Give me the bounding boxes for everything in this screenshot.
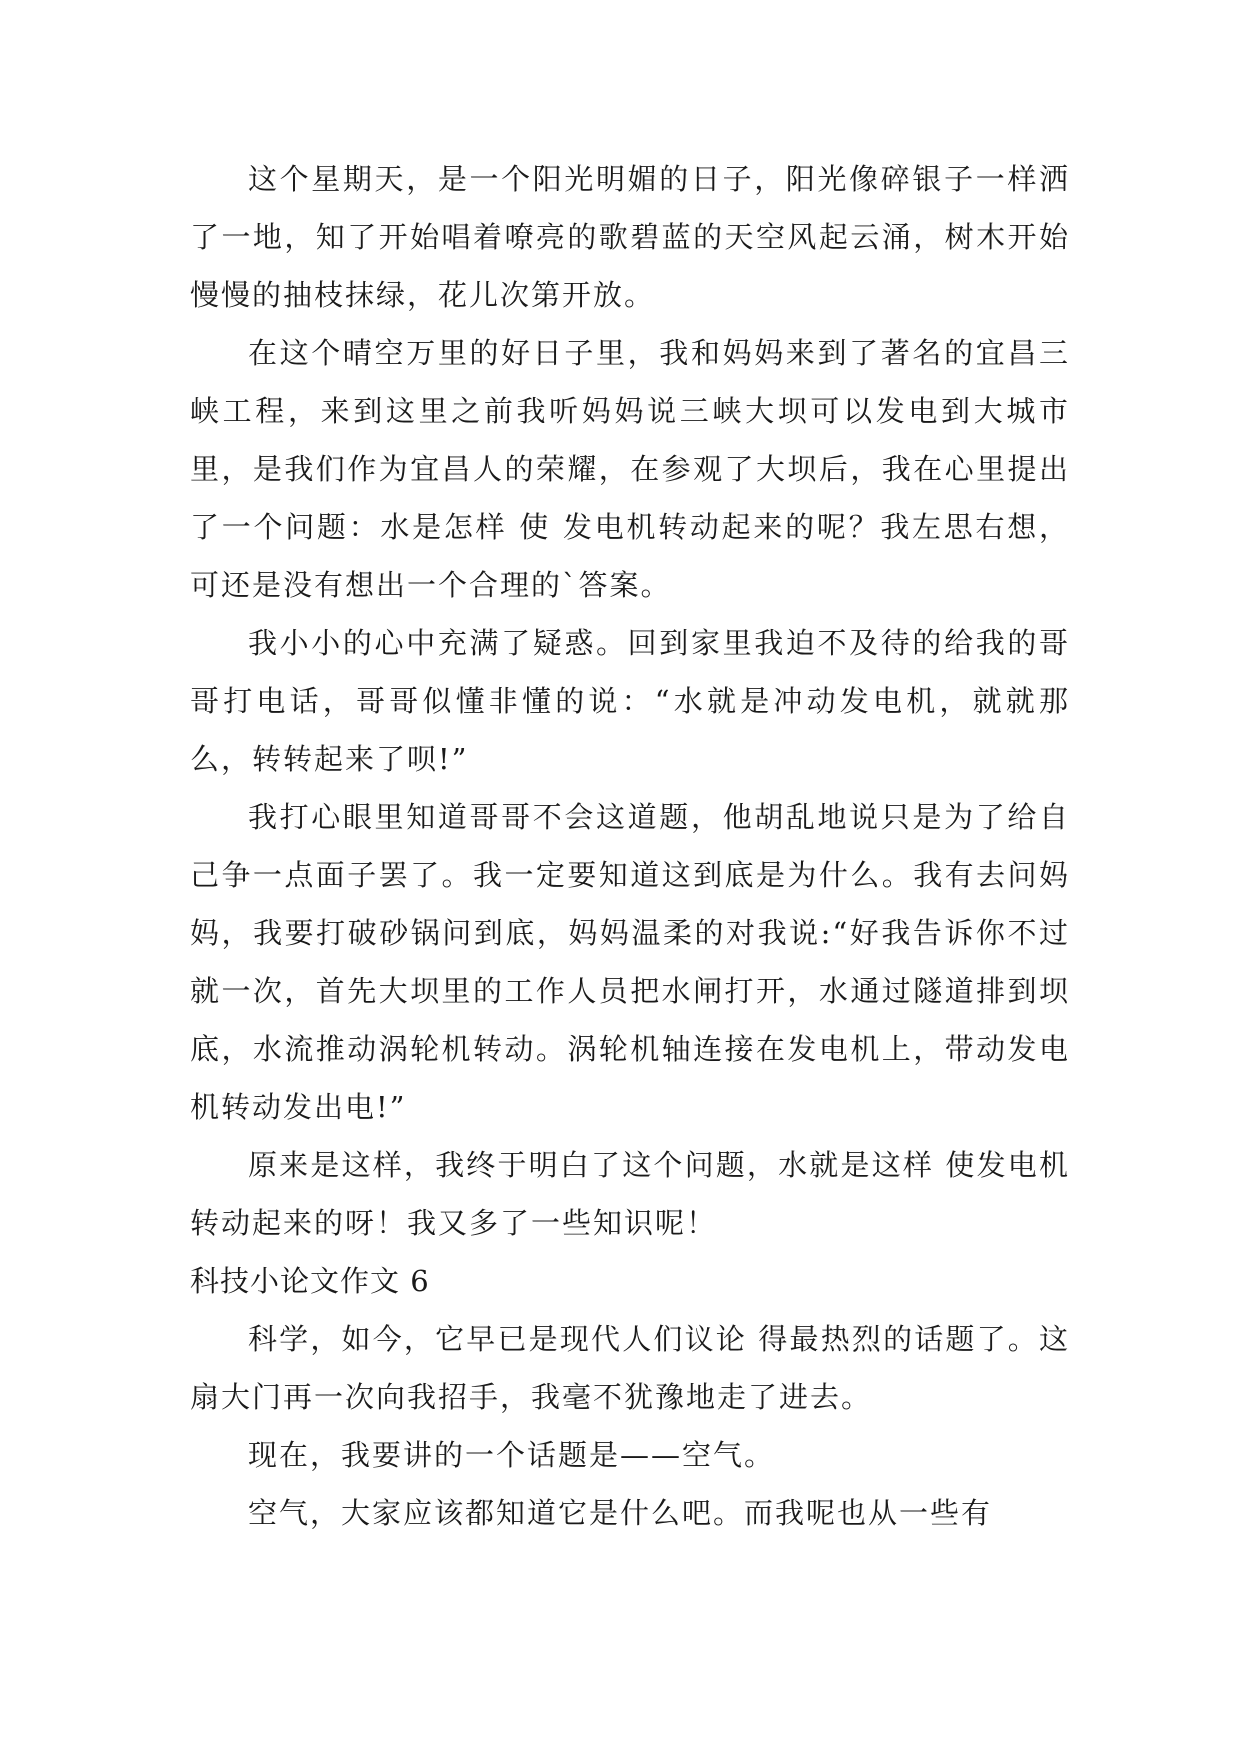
paragraph: 原来是这样，我终于明白了这个问题，水就是这样 使发电机转动起来的呀！我又多了一些知识呢！ bbox=[190, 1148, 1070, 1240]
paragraph: 我小小的心中充满了疑惑。回到家里我迫不及待的给我的哥哥打电话，哥哥似懂非懂的说：“水就是冲动发电机，就就那么，转转起来了呗!” bbox=[190, 626, 1070, 776]
section-heading: 科技小论文作文 6 bbox=[190, 1264, 430, 1298]
paragraph: 空气，大家应该都知道它是什么吧。而我呢也从一些有 bbox=[248, 1496, 993, 1530]
paragraph: 科学，如今，它早已是现代人们议论 得最热烈的话题了。这扇大门再一次向我招手，我毫不犹豫地走了进去。 bbox=[190, 1322, 1070, 1414]
paragraph: 现在，我要讲的一个话题是——空气。 bbox=[248, 1438, 776, 1472]
paragraph: 在这个晴空万里的好日子里，我和妈妈来到了著名的宜昌三峡工程，来到这里之前我听妈妈说三峡大坝可以发电到大城市里，是我们作为宜昌人的荣耀，在参观了大坝后，我在心里提出了一个问题：水是怎样 使 发电机转动起来的呢？我左思右想，可还是没有想出一个合理的`答案。 bbox=[190, 336, 1070, 602]
paragraph: 这个星期天，是一个阳光明媚的日子，阳光像碎银子一样洒了一地，知了开始唱着嘹亮的歌碧蓝的天空风起云涌，树木开始慢慢的抽枝抹绿，花儿次第开放。 bbox=[190, 162, 1070, 312]
paragraph: 我打心眼里知道哥哥不会这道题，他胡乱地说只是为了给自己争一点面子罢了。我一定要知道这到底是为什么。我有去问妈妈，我要打破砂锅问到底，妈妈温柔的对我说:“好我告诉你不过就一次，首先大坝里的工作人员把水闸打开，水通过隧道排到坝底，水流推动涡轮机转动。涡轮机轴连接在发电机上，带动发电机转动发出电!” bbox=[190, 800, 1070, 1124]
document-body bbox=[190, 150, 1070, 1542]
